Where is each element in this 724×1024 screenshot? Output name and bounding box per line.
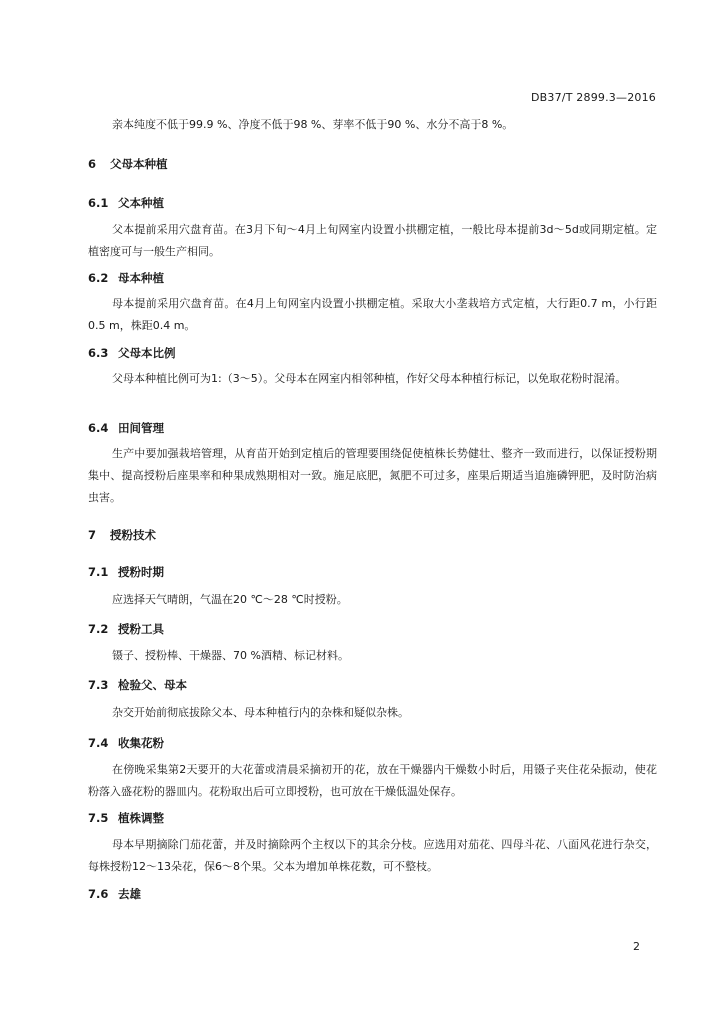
- section-6-3-heading: 6.3 父母本比例: [88, 346, 176, 360]
- section-7-heading: 7 授粉技术: [88, 528, 156, 542]
- section-6-2-text: 母本提前采用穴盘育苗。在4月上旬网室内设置小拱棚定植。采取大小垄栽培方式定植，大行距0.7 m，小行距0.5 m，株距0.4 m。: [88, 297, 657, 332]
- intro-paragraph: 亲本纯度不低于99.9 %、净度不低于98 %、芽率不低于90 %、水分不高于8 %。: [112, 118, 514, 131]
- section-7-1-text: 应选择天气晴朗，气温在20 ℃～28 ℃时授粉。: [112, 593, 348, 606]
- section-7-4-text: 在傍晚采集第2天要开的大花蕾或清晨采摘初开的花，放在干燥器内干燥数小时后，用镊子夹住花朵振动，使花粉落入盛花粉的器皿内。花粉取出后可立即授粉，也可放在干燥低温处保存。: [88, 763, 657, 798]
- section-7-5-text: 母本早期摘除门茄花蕾，并及时摘除两个主杈以下的其余分枝。应选用对茄花、四母斗花、八面风花进行杂交，每株授粉12～13朵花，保6～8个果。父本为增加单株花数，可不整枝。: [88, 838, 657, 873]
- section-7-3-text: 杂交开始前彻底拔除父本、母本种植行内的杂株和疑似杂株。: [112, 706, 409, 719]
- page-number: 2: [633, 940, 640, 953]
- document-id: DB37/T 2899.3—2016: [530, 91, 656, 104]
- section-6-1-heading: 6.1 父本种植: [88, 196, 164, 210]
- section-6-1-text: 父本提前采用穴盘育苗。在3月下旬～4月上旬网室内设置小拱棚定植，一般比母本提前3d～5d或同期定植。定植密度可与一般生产相同。: [88, 223, 657, 258]
- section-6-heading: 6 父母本种植: [88, 157, 168, 171]
- section-7-2-text: 镊子、授粉棒、干燥器、70 %酒精、标记材料。: [112, 649, 349, 662]
- section-7-5-heading: 7.5 植株调整: [88, 811, 164, 825]
- section-7-3-heading: 7.3 检验父、母本: [88, 678, 187, 692]
- section-7-1-heading: 7.1 授粉时期: [88, 565, 164, 579]
- section-7-6-heading: 7.6 去雄: [88, 887, 141, 901]
- section-6-4-heading: 6.4 田间管理: [88, 421, 164, 435]
- section-6-3-text: 父母本种植比例可为1:（3～5）。父母本在网室内相邻种植，作好父母本种植行标记，以免取花粉时混淆。: [112, 372, 627, 385]
- section-6-4-text: 生产中要加强栽培管理，从育苗开始到定植后的管理要围绕促使植株长势健壮、整齐一致而进行，以保证授粉期集中、提高授粉后座果率和种果成熟期相对一致。施足底肥，氮肥不可过多，座果后期适当追施磷钾肥，及时防治病虫害。: [88, 447, 657, 504]
- section-6-2-heading: 6.2 母本种植: [88, 271, 164, 285]
- section-7-2-heading: 7.2 授粉工具: [88, 622, 164, 636]
- section-7-4-heading: 7.4 收集花粉: [88, 736, 164, 750]
